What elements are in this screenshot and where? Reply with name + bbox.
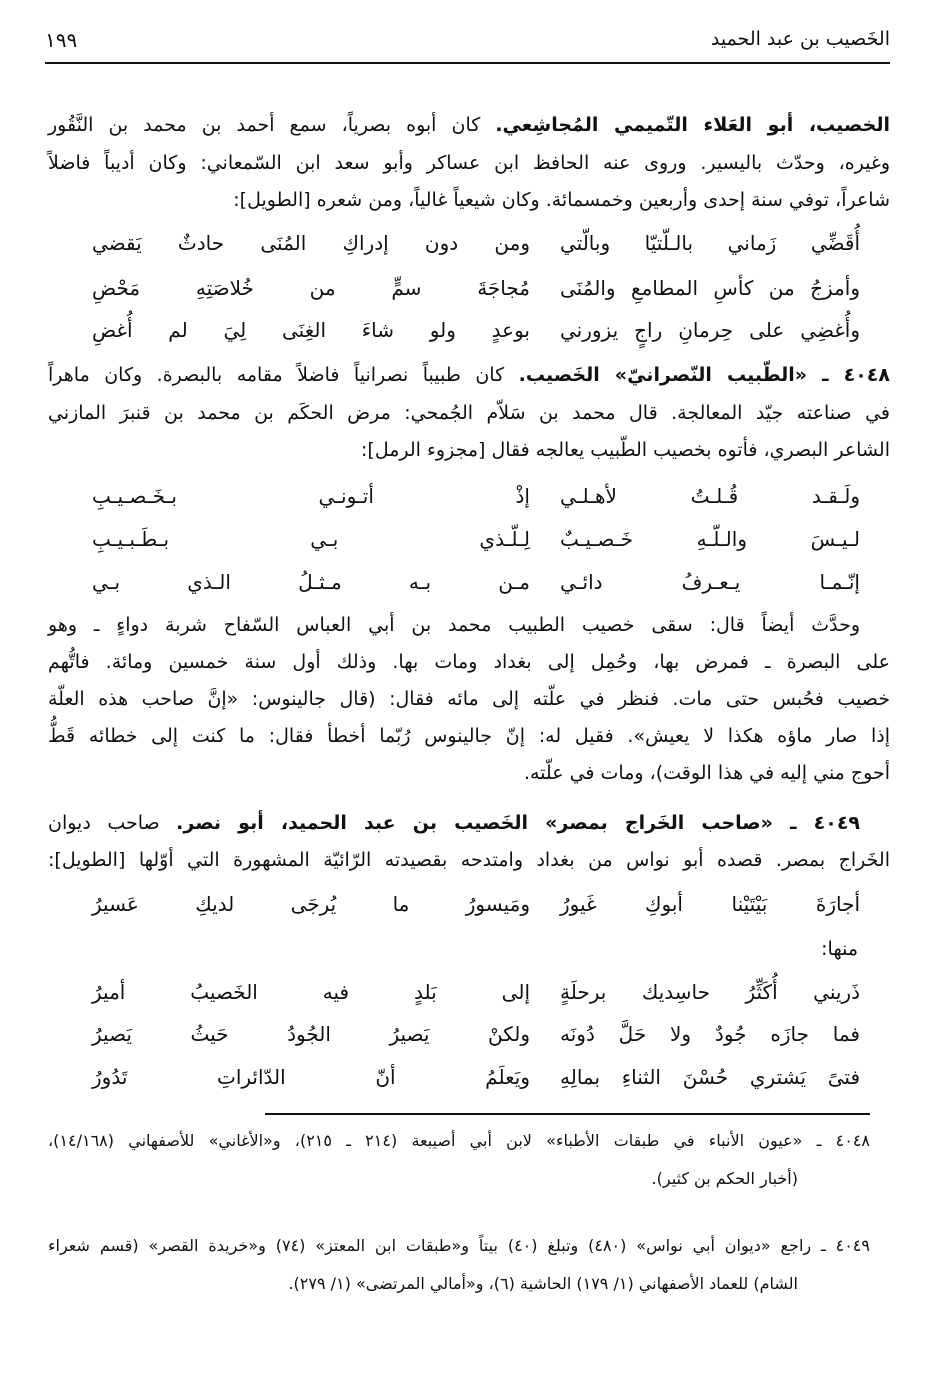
minha-label: منها: (821, 938, 858, 960)
entry-line (48, 814, 860, 833)
verse-first-hemistich: فما جازَه جُودٌ ولا حَلَّ دُونَه (560, 1022, 860, 1046)
verse-first-hemistich: فتىً يَشتري حُسْنَ الثناءِ بمالِهِ (560, 1065, 860, 1089)
header-rule (45, 62, 890, 64)
verse-second-hemistich: ومن دون إدراكِ المُنَى حادثٌ يَقضي (92, 231, 530, 255)
entry-title: ٤٠٤٨ ـ «الطّبيب النّصرانيّ» الخَصيب. (518, 364, 890, 386)
footnote-line: ٤٠٤٩ ـ راجع «ديوان أبي نواس» (٤٨٠) وتبلغ (٤٠) بيتاً و«طبقات ابن المعتز» (٧٤) و«خريدة القصر» (قسم شعراء (48, 1236, 870, 1255)
entry-line: خصيب فحُبس حتى مات. فنظر في علّته إلى مائه فقال: (قال جالينوس: «إنَّ صاحب هذه العلّة (48, 688, 890, 710)
entry-title: ٤٠٤٩ ـ «صاحب الخَراج بمصر» الخَصيب بن عبد الحميد، أبو نصر. (176, 812, 861, 834)
entry-line: الشاعر البصري، فأتوه بخصيب الطّبيب يعالجه فقال [مجزوء الرمل]: (361, 439, 890, 461)
verse-first-hemistich: إنّـمـا يـعـرفُ دائـي (560, 570, 860, 594)
entry-line (48, 366, 890, 385)
footnote-rule (265, 1113, 870, 1115)
entry-title: الخصيب، أبو العَلاء التّميمي المُجاشِعي. (495, 114, 890, 136)
verse-second-hemistich: لِـلّـذي بـي بـطَـبـيـبِ (92, 527, 530, 551)
verse-first-hemistich: أجارَةَ بَيْتَيْنا أبوكِ غَيورُ (560, 892, 860, 916)
verse-second-hemistich: ويَعلَمُ أنّ الدّائراتِ تَدُورُ (92, 1065, 530, 1089)
entry-line: أحوج مني إليه في هذا الوقت)، ومات في علّته. (523, 762, 890, 784)
verse-second-hemistich: مـن بـه مـثـلُ الـذي بـي (92, 570, 530, 594)
verse-second-hemistich: ومَيسورُ ما يُرجَى لديكِ عَسيرُ (92, 892, 530, 916)
entry-line: على البصرة ـ فمرض بها، وحُمِل إلى بغداد ومات بها. وذلك أول سنة خمسين ومائة. فاتُّهم (48, 651, 890, 673)
entry-line: وغيره، وحدّث باليسير. وروى عنه الحافظ ابن عساكر وأبو سعد ابن السّمعاني: وكان أديباً فاضلاً (48, 152, 890, 174)
verse-first-hemistich: أُقَضِّي زَماني بالـلّتيّا وبالّتي (560, 231, 860, 255)
entry-line: الخَراج بمصر. قصده أبو نواس من بغداد وامتدحه بقصيدته الرّائيّة المشهورة التي أوّلها [الطويل]: (48, 849, 890, 871)
verse-first-hemistich: ولَـقـد قُـلـتُ لأهـلـي (560, 484, 860, 508)
entry-text: صاحب ديوان (48, 812, 177, 834)
entry-line: في صناعته جيّد المعالجة. قال محمد بن سَلاّم الجُمحي: مرض الحكَم بن محمد بن قنبرَ المازني (48, 402, 890, 424)
entry-text: كان طبيباً نصرانياً فاضلاً مقامه بالبصرة. وكان ماهراً (48, 364, 519, 386)
verse-second-hemistich: مُجاجَةَ سمٍّ من خُلاصَتِهِ مَحْضِ (92, 276, 530, 300)
verse-second-hemistich: إلى بَلدٍ فيه الخَصيبُ أميرُ (92, 980, 530, 1004)
entry-line: وحدَّث أيضاً قال: سقى خصيب الطبيب محمد بن أبي العباس السّفاح شربة دواءٍ ـ وهو (48, 614, 860, 636)
entry-line: إذا صار ماؤه هكذا لا يعيش». فقيل له: إنّ جالينوس رُبّما أخطأ فقال: ما كنت إلى خطائه قَطُّ (48, 725, 890, 747)
verse-second-hemistich: إذْ أتـونـي بـخَـصـيـبِ (92, 484, 530, 508)
running-title: الخَصيب بن عبد الحميد (710, 28, 890, 50)
footnote-line: (أخبار الحكم بن كثير). (651, 1169, 798, 1188)
entry-line: شاعراً، توفي سنة إحدى وأربعين وخمسمائة. وكان شيعياً غالياً، ومن شعره [الطويل]: (233, 189, 890, 211)
verse-second-hemistich: ولكنْ يَصيرُ الجُودُ حَيثُ يَصيرُ (92, 1022, 530, 1046)
verse-first-hemistich: وأمزجُ من كأسِ المطامعِ والمُنَى (560, 276, 860, 300)
entry-text: كان أبوه بصرياً، سمع أحمد بن محمد بن النَّقُور (48, 114, 496, 136)
verse-first-hemistich: ذَريني أُكَثِّرُ حاسِديك برحلَةٍ (560, 980, 860, 1004)
footnote-line: ٤٠٤٨ ـ «عيون الأنباء في طبقات الأطباء» لابن أبي أصيبعة (٢١٤ ـ ٢١٥)، و«الأغاني» للأصفهاني (١٤/١٦٨)، (48, 1131, 871, 1150)
verse-second-hemistich: بوعدٍ ولو شاءَ الغِنَى لِيَ لم أُغضِ (92, 318, 530, 342)
page-number: ١٩٩ (45, 28, 78, 52)
verse-first-hemistich: وأُغضِي على حِرمانِ راجٍ يزورني (560, 318, 860, 342)
verse-first-hemistich: لـيـسَ والـلّـهِ خَـصـيـبٌ (560, 527, 860, 551)
entry-line (48, 116, 890, 135)
footnote-line: الشام) للعماد الأصفهاني (١/ ١٧٩) الحاشية (٦)، و«أمالي المرتضى» (١/ ٢٧٩). (288, 1274, 798, 1293)
